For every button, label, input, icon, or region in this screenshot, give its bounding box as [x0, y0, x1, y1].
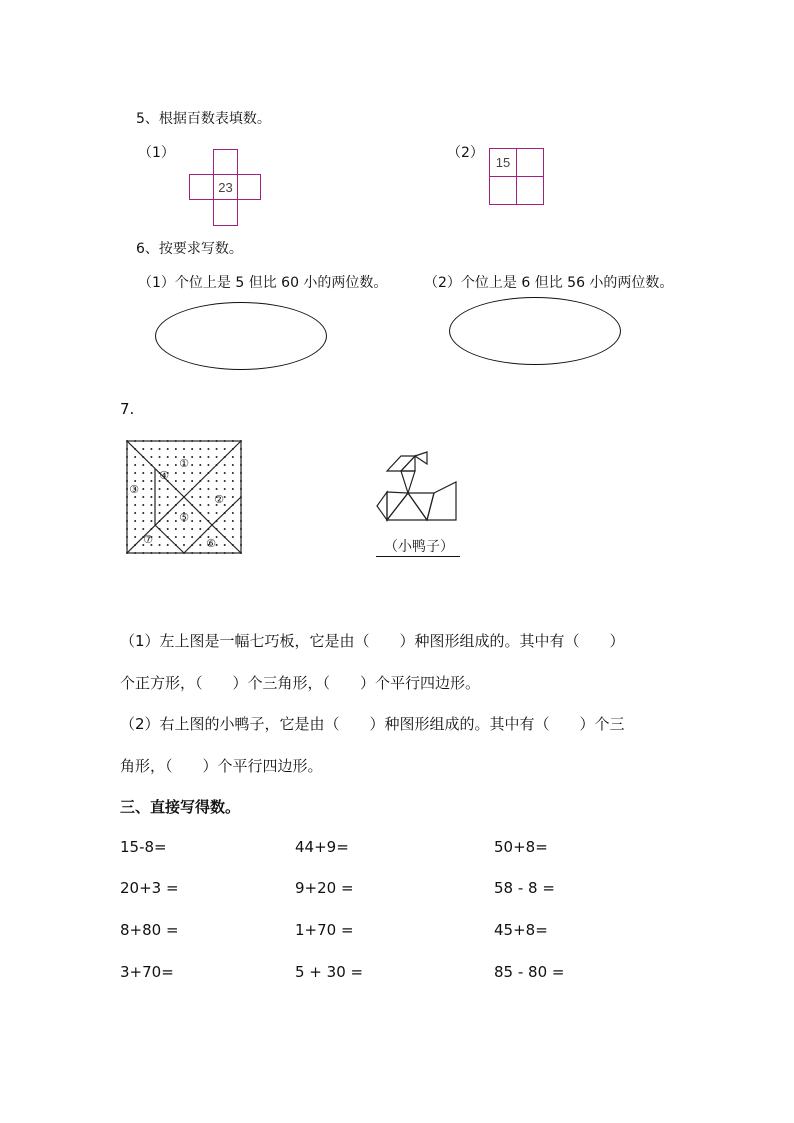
- grid-dot: [183, 472, 185, 474]
- tangram-label-2: ②: [214, 493, 224, 506]
- grid-dot: [224, 488, 226, 490]
- grid-dot: [224, 520, 226, 522]
- grid-dot: [191, 496, 193, 498]
- grid-dot: [199, 464, 201, 466]
- grid-dot: [142, 496, 144, 498]
- grid-dot: [232, 496, 234, 498]
- grid-dot: [159, 488, 161, 490]
- grid-dot: [224, 448, 226, 450]
- grid-dot: [134, 456, 136, 458]
- section3-title: 三、直接写得数。: [120, 798, 241, 816]
- grid-dot: [207, 496, 209, 498]
- grid-dot: [175, 472, 177, 474]
- grid-dot: [142, 448, 144, 450]
- grid-dot: [224, 496, 226, 498]
- grid-dot: [150, 512, 152, 514]
- calc-r3-c3: 45+8=: [494, 921, 548, 939]
- grid-dot: [150, 488, 152, 490]
- grid-dot: [216, 472, 218, 474]
- grid-dot: [134, 504, 136, 506]
- grid-dot: [199, 504, 201, 506]
- grid-dot: [142, 504, 144, 506]
- grid-dot: [191, 456, 193, 458]
- grid-dot: [199, 544, 201, 546]
- calc-r1-c1: 15-8=: [120, 838, 167, 856]
- grid-dot: [150, 496, 152, 498]
- grid-dot: [159, 464, 161, 466]
- grid-dot: [183, 544, 185, 546]
- q7-line-4: 角形，（ ）个平行四边形。: [120, 757, 323, 775]
- grid-dot: [183, 536, 185, 538]
- calc-r4-c3: 85 - 80 =: [494, 963, 565, 981]
- grid-cell-bottom-left: [489, 176, 517, 205]
- calc-r2-c1: 20+3 =: [120, 879, 179, 897]
- grid-dot: [167, 464, 169, 466]
- grid-dot: [199, 488, 201, 490]
- grid-dot: [232, 456, 234, 458]
- grid-cell-left: [189, 174, 214, 200]
- grid-dot: [191, 528, 193, 530]
- grid-dot: [224, 544, 226, 546]
- grid-dot: [159, 544, 161, 546]
- grid-dot: [183, 488, 185, 490]
- duck-caption: （小鸭子）: [384, 539, 454, 555]
- q5-part2-label: （2）: [447, 145, 484, 161]
- grid-dot: [207, 464, 209, 466]
- grid-cell-bottom: [213, 199, 238, 226]
- duck-figure: [372, 448, 464, 524]
- tangram-label-1: ①: [179, 457, 189, 470]
- tangram-figure: [124, 439, 244, 555]
- grid-dot: [175, 520, 177, 522]
- calc-r4-c1: 3+70=: [120, 963, 174, 981]
- grid-dot: [142, 528, 144, 530]
- calc-r4-c2: 5 + 30 =: [295, 963, 364, 981]
- grid-dot: [159, 512, 161, 514]
- grid-dot: [224, 528, 226, 530]
- q7-title: 7.: [120, 400, 135, 418]
- grid-dot: [175, 456, 177, 458]
- q7-line-2: 个正方形，（ ）个三角形，（ ）个平行四边形。: [120, 674, 481, 692]
- grid-cell-value: 23: [218, 180, 233, 195]
- tangram-label-6: ⑥: [206, 537, 216, 550]
- grid-dot: [150, 448, 152, 450]
- grid-dot: [207, 512, 209, 514]
- grid-dot: [232, 488, 234, 490]
- grid-dot: [150, 456, 152, 458]
- grid-dot: [216, 488, 218, 490]
- grid-dot: [207, 448, 209, 450]
- grid-dot: [199, 448, 201, 450]
- grid-dot: [142, 480, 144, 482]
- grid-cell-value: 15: [495, 155, 511, 170]
- grid-dot: [150, 504, 152, 506]
- grid-dot: [142, 472, 144, 474]
- grid-dot: [167, 520, 169, 522]
- grid-dot: [183, 504, 185, 506]
- q7-line-3: （2）右上图的小鸭子，它是由（ ）种图形组成的。其中有（ ）个三: [120, 715, 625, 733]
- grid-dot: [191, 512, 193, 514]
- grid-dot: [207, 456, 209, 458]
- grid-dot: [150, 480, 152, 482]
- grid-dot: [216, 480, 218, 482]
- tangram-label-5: ⑤: [179, 511, 189, 524]
- grid-dot: [183, 480, 185, 482]
- grid-dot: [167, 456, 169, 458]
- grid-dot: [134, 496, 136, 498]
- grid-dot: [159, 456, 161, 458]
- grid-dot: [232, 480, 234, 482]
- calc-r3-c1: 8+80 =: [120, 921, 179, 939]
- tangram-label-7: ⑦: [143, 533, 153, 546]
- grid-dot: [216, 448, 218, 450]
- grid-dot: [183, 448, 185, 450]
- grid-dot: [183, 528, 185, 530]
- grid-dot: [175, 448, 177, 450]
- grid-dot: [159, 504, 161, 506]
- grid-cell-bottom-right: [516, 176, 544, 205]
- grid-dot: [175, 528, 177, 530]
- q6-part2: （2）个位上是 6 但比 56 小的两位数。: [424, 275, 674, 291]
- grid-dot: [232, 512, 234, 514]
- grid-dot: [207, 504, 209, 506]
- grid-dot: [175, 464, 177, 466]
- grid-dot: [159, 536, 161, 538]
- grid-dot: [175, 480, 177, 482]
- grid-dot: [216, 456, 218, 458]
- grid-cell-center: [213, 174, 238, 200]
- grid-dot: [167, 448, 169, 450]
- answer-oval-2[interactable]: [449, 297, 621, 365]
- grid-dot: [232, 520, 234, 522]
- calc-r2-c3: 58 - 8 =: [494, 879, 555, 897]
- grid-dot: [191, 480, 193, 482]
- grid-dot: [207, 480, 209, 482]
- grid-dot: [199, 528, 201, 530]
- grid-dot: [142, 520, 144, 522]
- grid-dot: [224, 504, 226, 506]
- grid-dot: [232, 536, 234, 538]
- grid-dot: [134, 536, 136, 538]
- grid-dot: [191, 472, 193, 474]
- grid-cell-right: [237, 174, 261, 200]
- grid-dot: [142, 488, 144, 490]
- grid-dot: [134, 472, 136, 474]
- grid-dot: [232, 472, 234, 474]
- q5-title: 5、根据百数表填数。: [136, 111, 271, 127]
- grid-dot: [167, 504, 169, 506]
- calc-r1-c2: 44+9=: [295, 838, 349, 856]
- grid-cell-top-right: [516, 148, 544, 177]
- grid-dot: [199, 472, 201, 474]
- grid-dot: [167, 528, 169, 530]
- calc-r1-c3: 50+8=: [494, 838, 548, 856]
- grid-dot: [134, 520, 136, 522]
- grid-dot: [191, 464, 193, 466]
- q5-part1-label: （1）: [138, 145, 175, 161]
- grid-dot: [232, 528, 234, 530]
- answer-oval-1[interactable]: [155, 302, 327, 370]
- grid-dot: [207, 488, 209, 490]
- grid-dot: [159, 448, 161, 450]
- grid-dot: [224, 480, 226, 482]
- grid-dot: [150, 520, 152, 522]
- grid-dot: [134, 512, 136, 514]
- grid-cell-top: [213, 149, 238, 175]
- grid-dot: [142, 464, 144, 466]
- q6-part1: （1）个位上是 5 但比 60 小的两位数。: [138, 275, 388, 291]
- grid-dot: [150, 472, 152, 474]
- q7-line-1: （1）左上图是一幅七巧板，它是由（ ）种图形组成的。其中有（ ）: [120, 632, 625, 650]
- grid-dot: [224, 464, 226, 466]
- grid-cell-top-left: [489, 148, 517, 177]
- grid-dot: [167, 496, 169, 498]
- grid-dot: [134, 464, 136, 466]
- grid-dot: [216, 512, 218, 514]
- grid-dot: [199, 496, 201, 498]
- grid-dot: [167, 544, 169, 546]
- grid-dot: [224, 472, 226, 474]
- grid-dot: [159, 496, 161, 498]
- grid-dot: [134, 528, 136, 530]
- grid-dot: [134, 480, 136, 482]
- caption-underline: [376, 556, 460, 557]
- grid-dot: [167, 488, 169, 490]
- grid-dot: [175, 496, 177, 498]
- grid-dot: [199, 520, 201, 522]
- grid-dot: [142, 512, 144, 514]
- calc-r3-c2: 1+70 =: [295, 921, 354, 939]
- grid-dot: [199, 456, 201, 458]
- q6-title: 6、按要求写数。: [136, 241, 243, 257]
- grid-dot: [175, 512, 177, 514]
- tangram-label-4: ④: [159, 469, 169, 482]
- tangram-label-3: ③: [129, 483, 139, 496]
- hundred-chart-cross: [189, 149, 261, 227]
- hundred-chart-square: [489, 148, 544, 205]
- grid-dot: [191, 536, 193, 538]
- grid-dot: [232, 464, 234, 466]
- grid-dot: [175, 536, 177, 538]
- calc-r2-c2: 9+20 =: [295, 879, 354, 897]
- grid-dot: [191, 520, 193, 522]
- grid-dot: [191, 448, 193, 450]
